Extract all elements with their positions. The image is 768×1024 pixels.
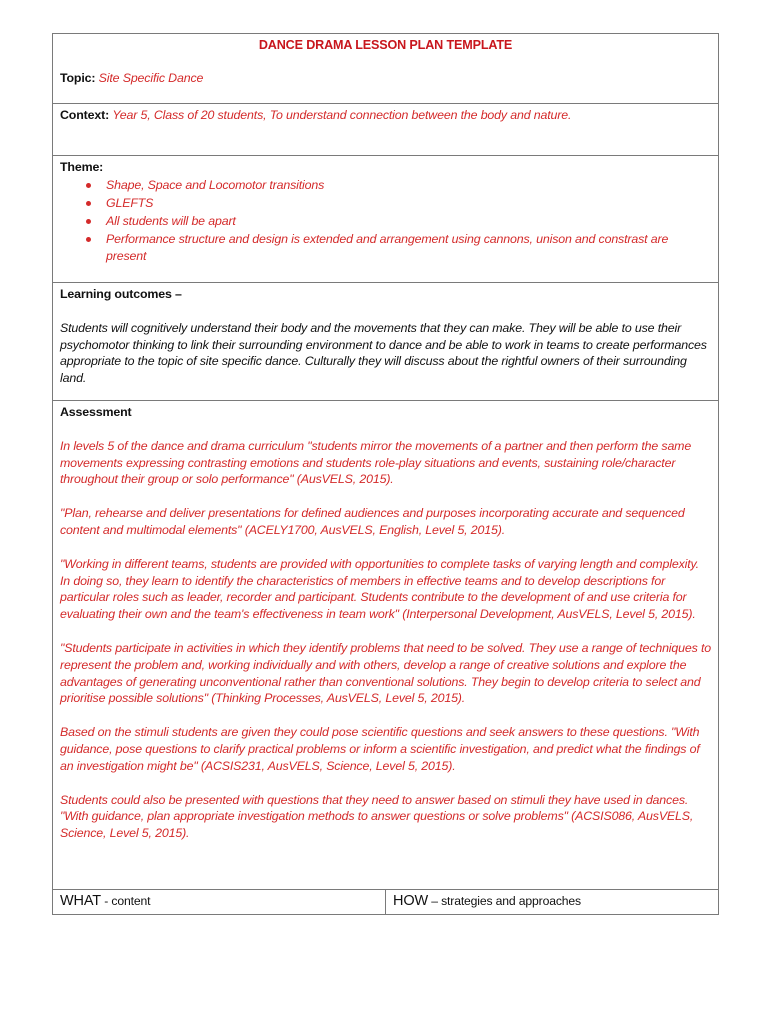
learning-outcomes-label: Learning outcomes – <box>60 287 182 301</box>
document-title: DANCE DRAMA LESSON PLAN TEMPLATE <box>258 38 513 52</box>
row-theme <box>53 156 719 283</box>
topic-value: Site Specific Dance <box>98 70 204 85</box>
cell-theme <box>53 156 719 283</box>
spacer <box>60 707 711 724</box>
assessment-paragraph: Based on the stimuli students are given they could pose scientific questions and seek answers to these questions. "With guidance, pose questions to clarify practical problems or inform a scientific investigation, and predict what the findings of an investigation might be" (ACSIS231, AusVELS, Science, Level 5, 2015). <box>60 725 700 773</box>
how-subheading: – strategies and approaches <box>428 894 581 908</box>
row-context <box>53 104 719 156</box>
spacer <box>60 488 711 505</box>
assessment-paragraph: Students could also be presented with questions that they need to answer based on stimuli they have used in dances. "With guidance, plan appropriate investigation methods to answer questions or solve problems" (ACSIS086, AusVELS, Science, Level 5, 2015). <box>60 792 694 841</box>
topic-line <box>60 70 711 87</box>
cell-title-topic <box>53 34 719 104</box>
spacer <box>60 303 711 320</box>
spacer <box>60 421 711 438</box>
context-label: Context: <box>60 108 110 122</box>
spacer <box>60 775 711 792</box>
assessment-paragraph: "Plan, rehearse and deliver presentations for defined audiences and purposes incorporating accurate and sequenced content and multimodal elements" (ACELY1700, AusVELS, English, Level 5, 2015). <box>60 506 685 537</box>
assessment-paragraph: "Working in different teams, students are provided with opportunities to complete tasks of varying length and complexity. In doing so, they learn to identify the characteristics of members in effective teams and to develop descriptions for particular roles such as leader, recorder and participant. Students contribute to the development of and use criteria for evaluating their own and the team's effectiveness in team work" (Interpersonal Development, AusVELS, Level 5, 2015). <box>60 556 699 622</box>
what-subheading: - content <box>101 894 151 908</box>
theme-list <box>60 177 711 265</box>
row-learning-outcomes <box>53 283 719 401</box>
theme-item: GLEFTS <box>106 195 711 212</box>
assessment-paragraph: "Students participate in activities in which they identify problems that need to be solved. They use a range of techniques to represent the problem and, working individually and with others, develop a range of creative solutions and explore the advantages of generating unconventional rather than conventional solutions. They begin to develop criteria to select and prioritise possible solutions" (Thinking Processes, AusVELS, Level 5, 2015). <box>60 640 712 706</box>
theme-item: Performance structure and design is extended and arrangement using cannons, unison and constrast are present <box>106 231 711 265</box>
cell-learning-outcomes <box>53 283 719 401</box>
learning-outcomes-text: Students will cognitively understand their body and the movements that they can make. They will be able to use their psychomotor thinking to link their surrounding environment to dance and be able to work in teams to create performances appropriate to the topic of site specific dance. Culturally they will discuss about the rightful owners of their surrounding land. <box>60 320 707 386</box>
lesson-plan-page <box>52 33 719 915</box>
row-assessment <box>53 401 719 890</box>
theme-item: Shape, Space and Locomotor transitions <box>106 177 711 194</box>
assessment-label: Assessment <box>60 405 132 419</box>
what-heading: WHAT <box>60 893 102 909</box>
context-value: Year 5, Class of 20 students, To understand connection between the body and nature. <box>112 108 572 122</box>
row-what-how <box>53 890 719 915</box>
lesson-plan-table <box>52 33 719 915</box>
cell-what-content <box>53 890 386 915</box>
cell-how-strategies <box>386 890 719 915</box>
topic-label: Topic: <box>60 70 96 85</box>
cell-assessment <box>53 401 719 890</box>
spacer <box>60 623 711 640</box>
theme-label: Theme: <box>60 160 104 174</box>
cell-context <box>53 104 719 156</box>
row-title-topic <box>53 34 719 104</box>
assessment-paragraph: In levels 5 of the dance and drama curriculum "students mirror the movements of a partner and then perform the same movements expressing contrasting emotions and students role-play situations and events, sustaining role/character throughout their group or solo performance" (AusVELS, 2015). <box>60 438 692 487</box>
spacer <box>60 539 711 556</box>
theme-item: All students will be apart <box>106 213 711 230</box>
how-heading: HOW <box>393 893 428 909</box>
